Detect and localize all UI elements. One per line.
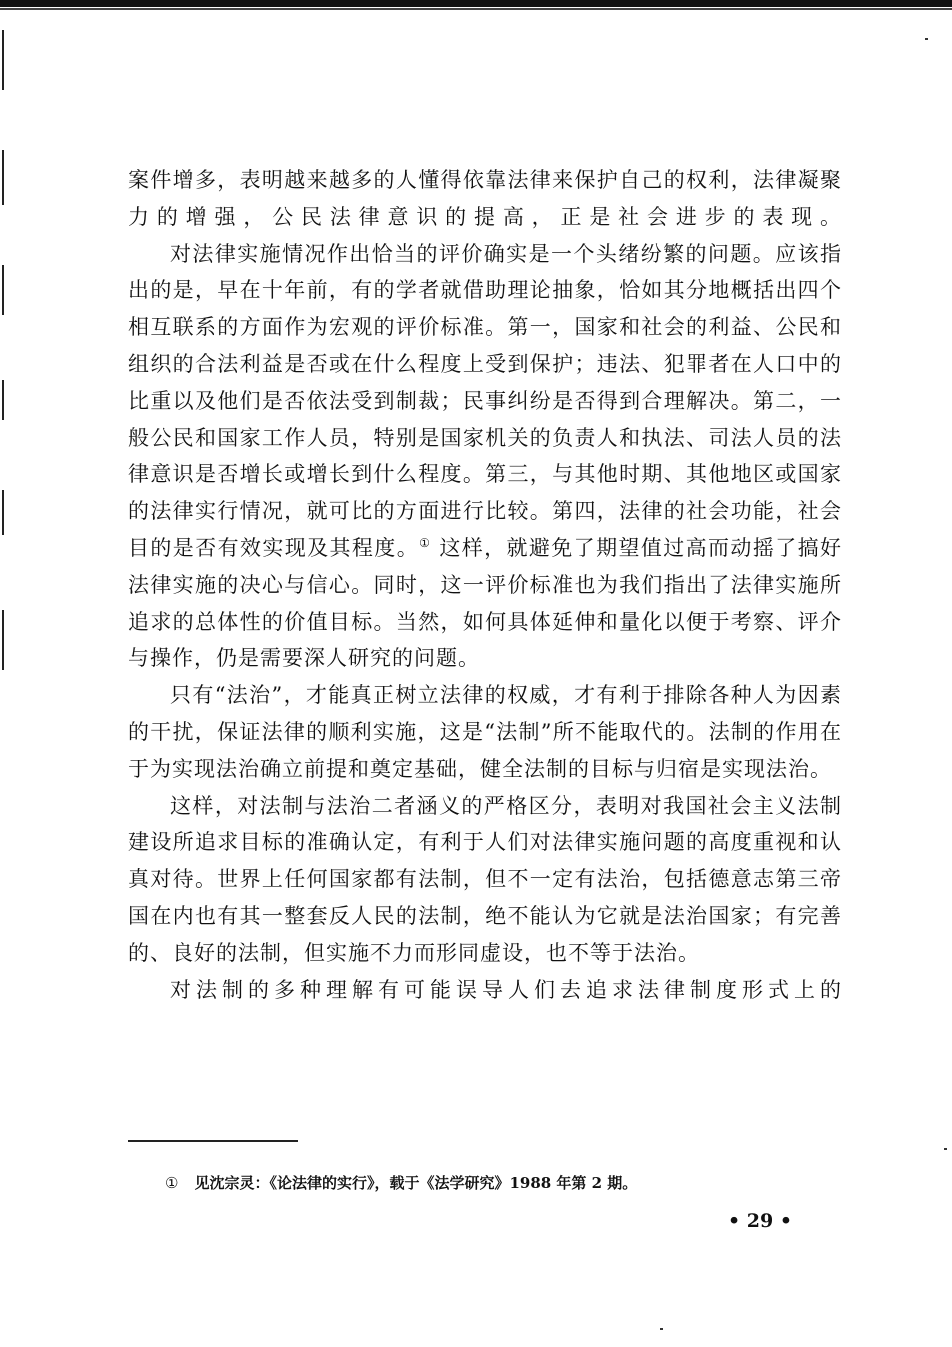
scan-margin-mark	[2, 30, 4, 90]
paragraph-text: 这样，就避免了期望值过高而动摇了搞好法律实施的决心与信心。同时，这一评价标准也为我们指出了法律实施所追求的总体性的价值目标。当然，如何具体延伸和量化以便于考察、评介与操作，仍是需要深人研究的问题。	[128, 535, 842, 671]
paragraph-continuation: 案件增多，表明越来越多的人懂得依靠法律来保护自己的权利，法律凝聚力的增强，公民法律意识的提高，正是社会进步的表现。	[128, 168, 842, 229]
scan-margin-mark	[2, 265, 4, 315]
scan-margin-mark	[2, 150, 4, 205]
paragraph: 对法制的多种理解有可能误导人们去追求法律制度形式上的	[170, 977, 842, 1002]
footnote-reference[interactable]: ①	[419, 535, 432, 550]
scan-speck	[944, 1148, 947, 1150]
scan-margin-mark	[2, 380, 4, 420]
scan-margin-mark	[2, 610, 4, 670]
page-number: • 29 •	[728, 1210, 792, 1232]
footnote-mark: ①	[165, 1174, 179, 1192]
body-text	[128, 162, 842, 1008]
paragraph: 只有“法治”，才能真正树立法律的权威，才有利于排除各种人为因素的干扰，保证法律的顺利实施，这是“法制”所不能取代的。法制的作用在于为实现法治确立前提和奠定基础，健全法制的目标与归宿是实现法治。	[128, 683, 842, 781]
top-border-rule	[0, 0, 952, 7]
scan-speck	[660, 1328, 663, 1330]
top-border-rule-thin	[0, 8, 952, 10]
paragraph: 这样，对法制与法治二者涵义的严格区分，表明对我国社会主义法制建设所追求目标的准确认定，有利于人们对法律实施问题的高度重视和认真对待。世界上任何国家都有法制，但不一定有法治，包括德意志第三帝国在内也有其一整套反人民的法制，绝不能认为它就是法治国家；有完善的、良好的法制，但实施不力而形同虚设，也不等于法治。	[128, 793, 842, 965]
footnote-text: 见沈宗灵：《论法律的实行》，载于《法学研究》1988 年第 2 期。	[194, 1174, 638, 1192]
scan-speck	[925, 38, 928, 40]
footnote-separator	[128, 1140, 298, 1142]
paragraph	[128, 236, 842, 678]
footnote	[165, 1172, 637, 1193]
paragraph-text: 对法律实施情况作出恰当的评价确实是一个头绪纷繁的问题。应该指出的是，早在十年前，有的学者就借助理论抽象，恰如其分地概括出四个相互联系的方面作为宏观的评价标准。第一，国家和社会的利益、公民和组织的合法利益是否或在什么程度上受到保护；违法、犯罪者在人口中的比重以及他们是否依法受到制裁；民事纠纷是否得到合理解决。第二，一般公民和国家工作人员，特别是国家机关的负责人和执法、司法人员的法律意识是否增长或增长到什么程度。第三，与其他时期、其他地区或国家的法律实行情况，就可比的方面进行比较。第四，法律的社会功能，社会目的是否有效实现及其程度。	[128, 241, 842, 560]
scan-margin-mark	[2, 490, 4, 535]
